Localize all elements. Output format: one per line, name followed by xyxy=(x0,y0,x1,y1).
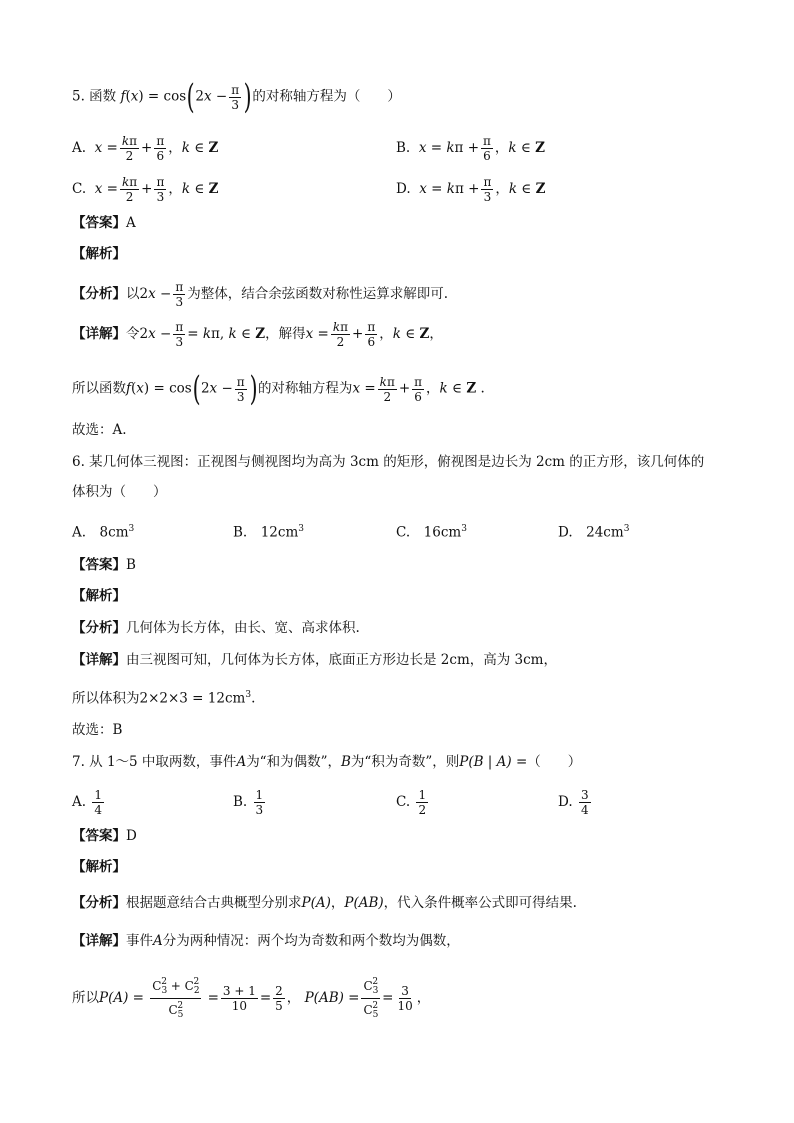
q6-option-b: B. $12cm^3$ xyxy=(233,524,304,541)
q5-option-d: D. x = kπ + $\frac{\pi}{3}$ ，k ∈ Z xyxy=(396,175,546,204)
q7-fenxi: 【分析】根据题意结合古典概型分别求P(A)，P(AB)，代入条件概率公式即可得结果. xyxy=(72,895,577,911)
q6-volume: 所以体积为$2\times 2\times 3 = 12cm^3$. xyxy=(72,690,256,707)
q5-xiangjie: 【详解】令2x − $\frac{\pi}{3}$ = kπ, k ∈ Z，解得x = $\frac{k\pi}{2}$ + $\frac{\pi}{6}$ ，k ∈ Z， xyxy=(72,320,443,349)
q7-option-c: C. $\frac{1}{2}$ xyxy=(396,788,427,817)
q7-option-a: A. $\frac{1}{4}$ xyxy=(72,788,102,817)
q6-answer: 【答案】B xyxy=(72,557,136,573)
q6-option-d: D. $24cm^3$ xyxy=(558,524,630,541)
q7-option-d: D. $\frac{3}{4}$ xyxy=(558,788,589,817)
q7-xiangjie: 【详解】事件A分为两种情况：两个均为奇数和两个数均为偶数， xyxy=(72,933,460,949)
q5-option-c: C. x = $\frac{k\pi}{2}$ + $\frac{\pi}{3}$ ，k ∈ Z xyxy=(72,175,219,204)
q7-stem: 7. 从 1～5 中取两数，事件A为“和为偶数”，B为“积为奇数”，则P(B | A) =（ ） xyxy=(72,754,582,770)
q7-answer: 【答案】D xyxy=(72,828,137,844)
q6-xiangjie: 【详解】由三视图可知，几何体为长方体，底面正方形边长是 2cm，高为 3cm， xyxy=(72,652,557,668)
q5-option-a: A. x = $\frac{k\pi}{2}$ + $\frac{\pi}{6}$ ，k ∈ Z xyxy=(72,134,219,163)
q7-jiexi: 【解析】 xyxy=(72,859,126,875)
q6-stem-line2: 体积为（ ） xyxy=(72,484,167,500)
q6-guxuan: 故选：B xyxy=(72,722,123,738)
q6-fenxi: 【分析】几何体为长方体，由长、宽、高求体积. xyxy=(72,620,360,636)
q6-jiexi: 【解析】 xyxy=(72,588,126,604)
q5-answer: 【答案】A xyxy=(72,215,136,231)
q5-stem: 5. 函数 f(x) = cos(2x − $\frac{\pi}{3}$ )的对称轴方程为（ ） xyxy=(72,77,401,117)
q6-option-a: A. $8cm^3$ xyxy=(72,524,135,541)
q6-option-c: C. $16cm^3$ xyxy=(396,524,467,541)
q5-option-b: B. x = kπ + $\frac{\pi}{6}$ ，k ∈ Z xyxy=(396,134,546,163)
q7-final-line: 所以P(A) = $\frac{C_3^2 + C_2^2}{C_5^2}$ = $\frac{3 + 1}{10}$ = $\frac{2}{5}$ ， P(AB) = $\frac{C_3^2}{C_5^2}$ = $\frac{3}{10}$ ， xyxy=(72,977,431,1020)
q5-jiexi: 【解析】 xyxy=(72,246,126,262)
q5-guxuan: 故选：A. xyxy=(72,422,127,438)
q5-fenxi: 【分析】以2x − $\frac{\pi}{3}$ 为整体，结合余弦函数对称性运算求解即可. xyxy=(72,280,449,309)
q7-option-b: B. $\frac{1}{3}$ xyxy=(233,788,264,817)
q5-conclusion: 所以函数f(x) = cos(2x − $\frac{\pi}{3}$ )的对称轴方程为x = $\frac{k\pi}{2}$ + $\frac{\pi}{6}$ ，k ∈ Z . xyxy=(72,369,485,409)
q6-stem-line1: 6. 某几何体三视图：正视图与侧视图均为高为 3cm 的矩形，俯视图是边长为 2cm 的正方形，该几何体的 xyxy=(72,454,705,470)
